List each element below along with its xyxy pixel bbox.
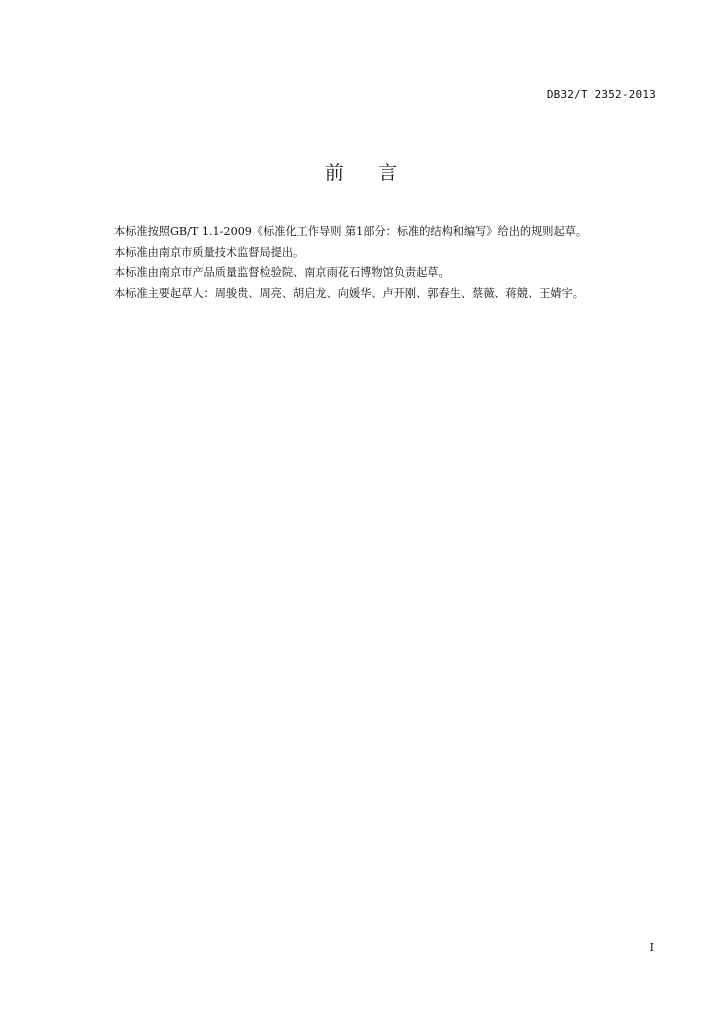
paragraph-proposer: 本标准由南京市质量技术监督局提出。 [114,245,305,259]
paragraph-drafting-units: 本标准由南京市产品质量监督检验院、南京雨花石博物馆负责起草。 [114,266,450,279]
document-number: DB32/T 2352-2013 [546,88,656,101]
paragraph-drafting-rules: 本标准按照GB/T 1.1-2009《标准化工作导则 第1部分：标准的结构和编写》给出的规则起草。 [114,225,588,238]
paragraph-drafters: 本标准主要起草人：周骏贵、周亮、胡启龙、向媛华、卢开刚、郭春生、蔡薇、蒋競、王婧宇。 [114,286,584,300]
foreword-body [114,222,674,304]
page-title: 前 言 [324,162,400,184]
page-number: I [649,941,654,954]
